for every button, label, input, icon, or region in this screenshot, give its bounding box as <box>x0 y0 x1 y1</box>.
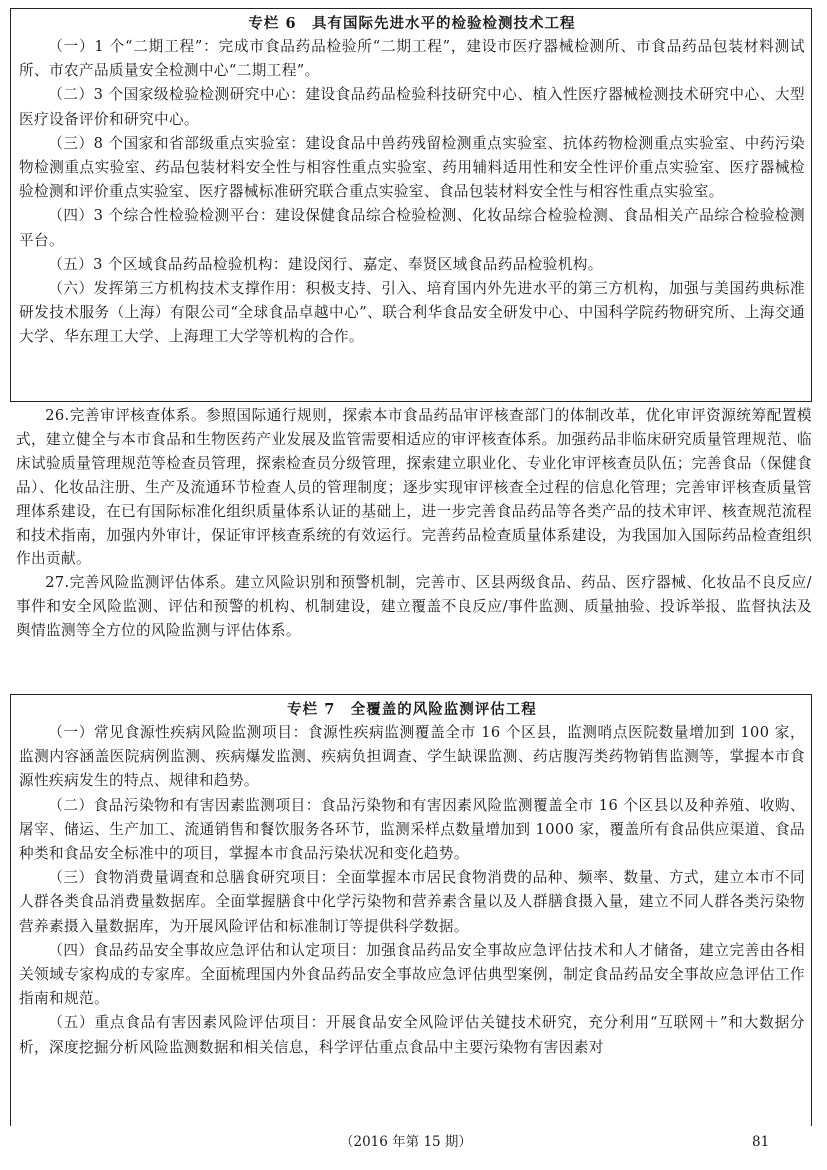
body-paragraph: 26.完善审评核查体系。参照国际通行规则，探索本市食品药品审评核查部门的体制改革，优化审评资源统筹配置模式，建立健全与本市食品和生物医药产业发展及监管需要相适应的审评核查体系。加强药品非临床研究质量管理规范、临床试验质量管理规范等检查员管理，探索检查员分级管理，探索建立职业化、专业化审评核查员队伍；完善食品（保健食品）、化妆品注册、生产及流通环节检查人员的管理制度；逐步实现审评核查全过程的信息化管理；完善审评核查质量管理体系建设，在已有国际标准化组织质量体系认证的基础上，进一步完善食品药品等各类产品的技术审评、核查规范流程和技术指南，加强内外审计，保证审评核查系统的有效运行。完善药品检查质量体系建设，为我国加入国际药品检查组织作出贡献。 <box>16 407 812 568</box>
main-body-text <box>16 404 812 643</box>
box-paragraph: （二）3 个国家级检验检测研究中心：建设食品药品检验科技研究中心、植入性医疗器械检测技术研究中心、大型医疗设备评价和研究中心。 <box>19 86 805 128</box>
box-paragraph: （四）3 个综合性检验检测平台：建设保健食品综合检验检测、化妆品综合检验检测、食品相关产品综合检验检测平台。 <box>19 207 805 249</box>
body-paragraph: 27.完善风险监测评估体系。建立风险识别和预警机制，完善市、区县两级食品、药品、医疗器械、化妆品不良反应/事件和安全风险监测、评估和预警的机构、机制建设，建立覆盖不良反应/事件监测、质量抽验、投诉举报、监督执法及舆情监测等全方位的风险监测与评估体系。 <box>16 574 812 640</box>
sidebar-box-column-6 <box>10 8 812 402</box>
box-paragraph: （四）食品药品安全事故应急评估和认定项目：加强食品药品安全事故应急评估技术和人才储备，建立完善由各相关领域专家构成的专家库。全面梳理国内外食品药品安全事故应急评估典型案例，制定食品药品安全事故应急评估工作指南和规范。 <box>19 941 805 1008</box>
page-footer <box>0 1130 827 1154</box>
issue-label: （2016 年第 15 期） <box>340 1134 472 1150</box>
box-paragraph: （五）重点食品有害因素风险评估项目：开展食品安全风险评估关键技术研究，充分利用“互联网＋”和大数据分析，深度挖掘分析风险监测数据和相关信息，科学评估重点食品中主要污染物有害因素对 <box>19 1014 805 1056</box>
sidebar-box-column-7 <box>10 694 812 1126</box>
box-title: 专栏 6 具有国际先进水平的检验检测技术工程 <box>248 15 576 32</box>
box-paragraph: （一）1 个“二期工程”：完成市食品药品检验所“二期工程”，建设市医疗器械检测所、市食品药品包装材料测试所、市农产品质量安全检测中心“二期工程”。 <box>19 38 805 80</box>
box-title: 专栏 7 全覆盖的风险监测评估工程 <box>287 701 537 718</box>
box-paragraph: （二）食品污染物和有害因素监测项目：食品污染物和有害因素风险监测覆盖全市 16 个区县以及种养殖、收购、屠宰、储运、生产加工、流通销售和餐饮服务各环节，监测采样点数量增加到 1000 家，覆盖所有食品供应渠道、食品种类和食品安全标准中的项目，掌握本市食品污染状况和变化趋势。 <box>19 796 805 863</box>
box-paragraph: （六）发挥第三方机构技术支撑作用：积极支持、引入、培育国内外先进水平的第三方机构，加强与美国药典标准研发技术服务（上海）有限公司“全球食品卓越中心”、联合利华食品安全研发中心、中国科学院药物研究所、上海交通大学、华东理工大学、上海理工大学等机构的合作。 <box>19 280 805 346</box>
box-paragraph: （一）常见食源性疾病风险监测项目：食源性疾病监测覆盖全市 16 个区县，监测哨点医院数量增加到 100 家，监测内容涵盖医院病例监测、疾病爆发监测、疾病负担调查、学生缺课监测、药店腹泻类药物销售监测等，掌握本市食源性疾病发生的特点、规律和趋势。 <box>19 724 805 790</box>
box-paragraph: （三）8 个国家和省部级重点实验室：建设食品中兽药残留检测重点实验室、抗体药物检测重点实验室、中药污染物检测重点实验室、药品包装材料安全性与相容性重点实验室、药用辅料适用性和安全性评价重点实验室、医疗器械检验检测和评价重点实验室、医疗器械标准研究联合重点实验室、食品包装材料安全性与相容性重点实验室。 <box>19 134 805 201</box>
page-number: 81 <box>752 1134 770 1150</box>
box-paragraph: （三）食物消费量调查和总膳食研究项目：全面掌握本市居民食物消费的品种、频率、数量、方式，建立本市不同人群各类食品消费量数据库。全面掌握膳食中化学污染物和营养素含量以及人群膳食摄入量，建立不同人群各类污染物营养素摄入量数据库，为开展风险评估和标准制订等提供科学数据。 <box>19 869 805 935</box>
box-paragraph: （五）3 个区域食品药品检验机构：建设闵行、嘉定、奉贤区域食品药品检验机构。 <box>48 255 603 273</box>
